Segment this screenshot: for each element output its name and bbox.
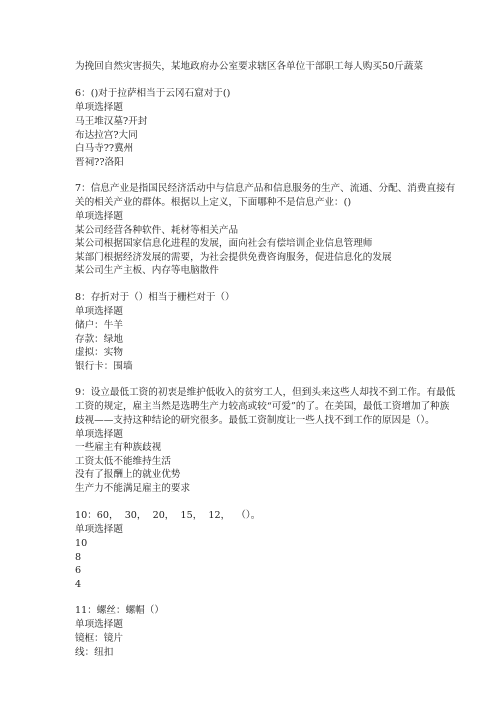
q9-option-b: 工资太低不能维持生活 (75, 456, 171, 467)
q10-option-b: 8 (75, 552, 82, 563)
q10-option-d: 4 (75, 579, 82, 590)
q7-type: 单项选择题 (75, 211, 123, 222)
q7-option-d: 某公司生产主板、内存等电脑散件 (75, 265, 219, 276)
q6-option-b: 布达拉宫?大同 (75, 130, 138, 141)
q6-stem: 6：()对于拉萨相当于云冈石窟对于() (75, 88, 231, 99)
q10-stem: 10：60， 30， 20， 15， 12， （）。 (75, 510, 261, 521)
q11-stem: 11：螺丝：螺帽（） (75, 605, 164, 616)
q7-stem-line1: 7：信息产业是指国民经济活动中与信息产品和信息服务的生产、流通、分配、消费直接有 (75, 183, 456, 194)
q8-option-c: 虚拟：实物 (75, 347, 123, 358)
q6-type: 单项选择题 (75, 102, 123, 113)
q9-option-c: 没有了报酬上的就业优势 (75, 469, 181, 480)
q10-type: 单项选择题 (75, 524, 123, 535)
q10-option-c: 6 (75, 565, 82, 576)
q8-option-b: 存款：绿地 (75, 334, 123, 345)
q11-type: 单项选择题 (75, 619, 123, 630)
intro-text: 为挽回自然灾害损失，某地政府办公室要求辖区各单位干部职工每人购买50斤蔬菜 (75, 61, 423, 72)
q8-type: 单项选择题 (75, 306, 123, 317)
q7-option-a: 某公司经营各种软件、耗材等相关产品 (75, 225, 239, 236)
q6-option-c: 白马寺??冀州 (75, 143, 134, 154)
q6-option-d: 晋祠??洛阳 (75, 157, 124, 168)
q7-stem-line2: 关的相关产业的群体。根据以上定义，下面哪种不是信息产业：() (75, 197, 352, 208)
q8-stem: 8：存折对于（）相当于栅栏对于（） (75, 292, 235, 303)
q9-type: 单项选择题 (75, 429, 123, 440)
q6-option-a: 马王堆汉墓?开封 (75, 116, 148, 127)
q9-stem-line2: 工资的规定，雇主当然是选聘生产力较高或较“可爱”的了。在美国，最低工资增加了种族 (75, 401, 450, 412)
q9-option-a: 一些雇主有种族歧视 (75, 442, 162, 453)
q8-option-a: 储户：牛羊 (75, 320, 123, 331)
q11-option-a: 镜框：镜片 (75, 633, 123, 644)
q9-option-d: 生产力不能满足雇主的要求 (75, 483, 191, 494)
q8-option-d: 银行卡：围墙 (75, 361, 133, 372)
q7-option-b: 某公司根据国家信息化进程的发展，面向社会有偿培训企业信息管理师 (75, 238, 373, 249)
q9-stem-line1: 9：设立最低工资的初衷是维护低收入的贫穷工人，但到头来这些人却找不到工作。有最低 (75, 387, 456, 398)
q7-option-c: 某部门根据经济发展的需要，为社会提供免费咨询服务，促进信息化的发展 (75, 252, 392, 263)
q11-option-b: 线：纽扣 (75, 647, 114, 658)
q10-option-a: 10 (75, 538, 88, 549)
q9-stem-line3: 歧视——支持这种结论的研究很多。最低工资制度让一些人找不到工作的原因是（）。 (75, 415, 435, 426)
